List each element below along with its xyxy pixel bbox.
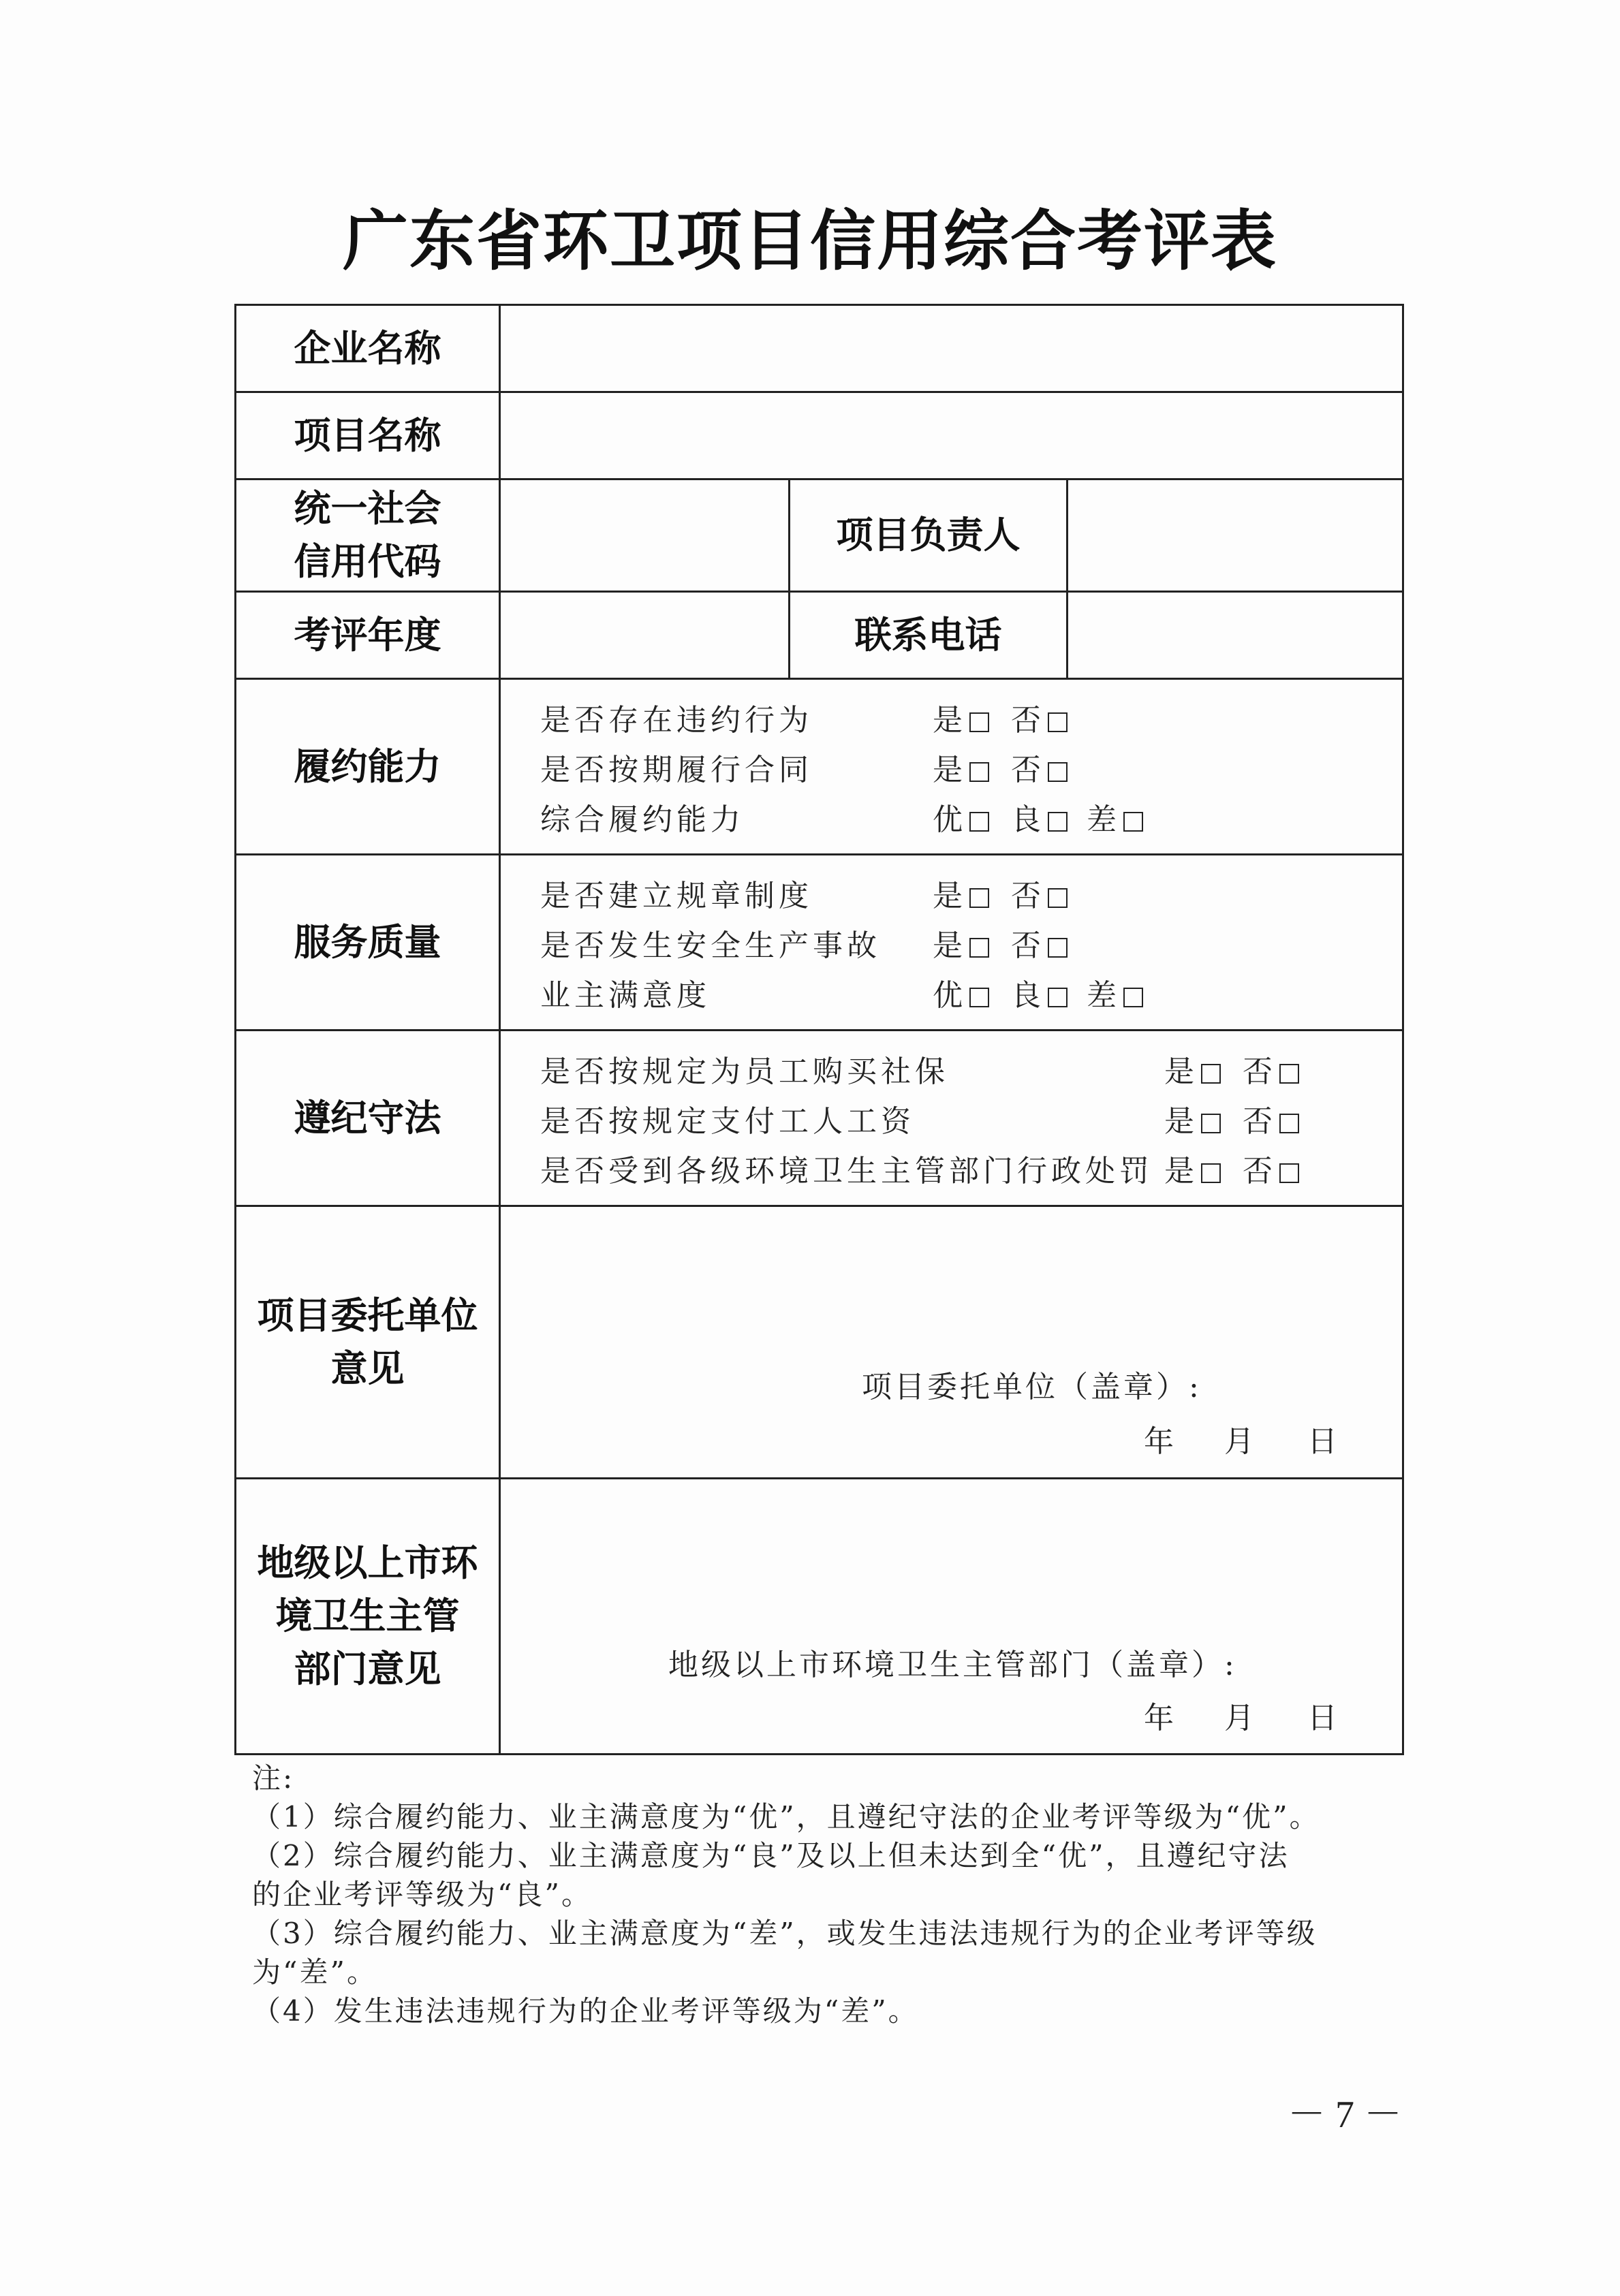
authority-date-year: 年 [1144, 1701, 1177, 1735]
option-yes[interactable]: 是 [933, 695, 989, 739]
compliance-options [500, 1031, 1403, 1206]
row-service [236, 855, 1403, 1031]
checkbox[interactable] [1048, 988, 1068, 1007]
service-item-2 [540, 917, 1402, 967]
checkbox[interactable] [969, 712, 989, 732]
authority-opinion-field[interactable] [500, 1479, 1403, 1755]
checkbox[interactable] [1048, 938, 1068, 958]
checkbox[interactable] [1201, 1163, 1221, 1183]
service-question-3: 业主满意度 [540, 977, 711, 1013]
row-client-opinion [236, 1206, 1403, 1479]
field-contact-phone[interactable] [1068, 592, 1403, 679]
option-good[interactable]: 良 [1011, 795, 1068, 838]
field-credit-code[interactable] [500, 479, 790, 592]
label-project-leader: 项目负责人 [790, 479, 1068, 592]
option-no[interactable]: 否 [1011, 871, 1068, 915]
option-yes[interactable]: 是 [933, 871, 989, 915]
checkbox[interactable] [1123, 988, 1143, 1007]
row-project-name [236, 392, 1403, 479]
option-excellent[interactable]: 优 [933, 971, 989, 1014]
compliance-question-1: 是否按规定为员工购买社保 [540, 1054, 949, 1089]
compliance-item-1 [540, 1043, 1402, 1093]
label-authority-opinion-line3: 部门意见 [294, 1648, 441, 1690]
client-seal-label: 项目委托单位（盖章）: [862, 1370, 1202, 1404]
note-line: （3）综合履约能力、业主满意度为“差”，或发生违法违规行为的企业考评等级 [252, 1917, 1318, 1950]
note-line: 的企业考评等级为“良”。 [252, 1878, 592, 1911]
service-item-3 [540, 967, 1402, 1017]
note-line: （1）综合履约能力、业主满意度为“优”，且遵纪守法的企业考评等级为“优”。 [252, 1800, 1320, 1834]
authority-date-day: 日 [1307, 1701, 1340, 1735]
label-company-name: 企业名称 [236, 305, 500, 392]
page-title: 广东省环卫项目信用综合考评表 [343, 202, 1277, 279]
option-yes[interactable]: 是 [1164, 1047, 1221, 1090]
notes-heading: 注: [252, 1761, 295, 1795]
label-authority-opinion-line2: 境卫生主管 [275, 1594, 460, 1637]
checkbox[interactable] [1048, 712, 1068, 732]
label-authority-opinion [236, 1479, 500, 1755]
authority-seal-label: 地级以上市环境卫生主管部门（盖章）: [668, 1648, 1237, 1682]
performance-item-1 [540, 692, 1402, 742]
label-project-name: 项目名称 [236, 392, 500, 479]
option-poor[interactable]: 差 [1087, 795, 1143, 838]
label-eval-year: 考评年度 [236, 592, 500, 679]
checkbox[interactable] [1201, 1114, 1221, 1133]
client-date-month: 月 [1224, 1424, 1257, 1459]
label-credit-code-line2: 信用代码 [294, 540, 441, 583]
note-line: （2）综合履约能力、业主满意度为“良”及以上但未达到全“优”，且遵纪守法 [252, 1839, 1290, 1872]
option-yes[interactable]: 是 [1164, 1097, 1221, 1140]
label-client-opinion-line1: 项目委托单位 [257, 1293, 478, 1337]
label-authority-opinion-line1: 地级以上市环 [257, 1541, 478, 1584]
checkbox[interactable] [969, 812, 989, 832]
checkbox[interactable] [969, 888, 989, 908]
label-credit-code [236, 479, 500, 592]
authority-date-month: 月 [1224, 1701, 1257, 1735]
option-poor[interactable]: 差 [1087, 971, 1143, 1014]
option-no[interactable]: 否 [1243, 1047, 1299, 1090]
row-credit-code [236, 479, 1403, 592]
performance-question-1: 是否存在违约行为 [540, 702, 813, 738]
label-contact-phone: 联系电话 [790, 592, 1068, 679]
service-item-1 [540, 868, 1402, 917]
client-date-day: 日 [1307, 1424, 1340, 1459]
option-yes[interactable]: 是 [933, 921, 989, 964]
label-client-opinion [236, 1206, 500, 1479]
client-date-year: 年 [1144, 1424, 1177, 1459]
checkbox[interactable] [969, 938, 989, 958]
row-compliance [236, 1031, 1403, 1206]
field-project-name[interactable] [500, 392, 1403, 479]
label-client-opinion-line2: 意见 [330, 1347, 405, 1390]
field-company-name[interactable] [500, 305, 1403, 392]
field-project-leader[interactable] [1068, 479, 1403, 592]
option-no[interactable]: 否 [1011, 695, 1068, 739]
option-excellent[interactable]: 优 [933, 795, 989, 838]
compliance-question-2: 是否按规定支付工人工资 [540, 1103, 915, 1139]
performance-item-3 [540, 791, 1402, 841]
service-question-2: 是否发生安全生产事故 [540, 928, 881, 963]
row-eval-year [236, 592, 1403, 679]
performance-question-2: 是否按期履行合同 [540, 752, 813, 787]
checkbox[interactable] [1279, 1163, 1299, 1183]
notes-section [252, 1759, 1410, 2030]
note-line: （4）发生违法违规行为的企业考评等级为“差”。 [252, 1994, 919, 2028]
checkbox[interactable] [1279, 1114, 1299, 1133]
compliance-item-2 [540, 1093, 1402, 1143]
checkbox[interactable] [1201, 1064, 1221, 1084]
option-yes[interactable]: 是 [933, 745, 989, 789]
performance-options [500, 679, 1403, 855]
checkbox[interactable] [1123, 812, 1143, 832]
checkbox[interactable] [1048, 762, 1068, 782]
label-service: 服务质量 [236, 855, 500, 1031]
performance-question-3: 综合履约能力 [540, 802, 745, 837]
row-authority-opinion [236, 1479, 1403, 1755]
option-good[interactable]: 良 [1011, 971, 1068, 1014]
option-no[interactable]: 否 [1243, 1146, 1299, 1190]
checkbox[interactable] [1048, 888, 1068, 908]
evaluation-form-table [234, 304, 1404, 1755]
service-question-1: 是否建立规章制度 [540, 878, 813, 913]
field-eval-year[interactable] [500, 592, 790, 679]
option-no[interactable]: 否 [1243, 1097, 1299, 1140]
client-opinion-field[interactable] [500, 1206, 1403, 1479]
checkbox[interactable] [1048, 812, 1068, 832]
option-no[interactable]: 否 [1011, 745, 1068, 789]
page-number: － 7 － [1288, 2094, 1402, 2136]
compliance-question-3: 是否受到各级环境卫生主管部门行政处罚 [540, 1153, 1153, 1189]
label-credit-code-line1: 统一社会 [294, 487, 441, 530]
service-options [500, 855, 1403, 1031]
label-compliance: 遵纪守法 [236, 1031, 500, 1206]
performance-item-2 [540, 742, 1402, 791]
option-no[interactable]: 否 [1011, 921, 1068, 964]
checkbox[interactable] [969, 762, 989, 782]
label-performance: 履约能力 [236, 679, 500, 855]
checkbox[interactable] [1279, 1064, 1299, 1084]
option-yes[interactable]: 是 [1164, 1146, 1221, 1190]
row-performance [236, 679, 1403, 855]
checkbox[interactable] [969, 988, 989, 1007]
note-line: 为“差”。 [252, 1955, 377, 1989]
row-company-name [236, 305, 1403, 392]
compliance-item-3 [540, 1143, 1402, 1193]
